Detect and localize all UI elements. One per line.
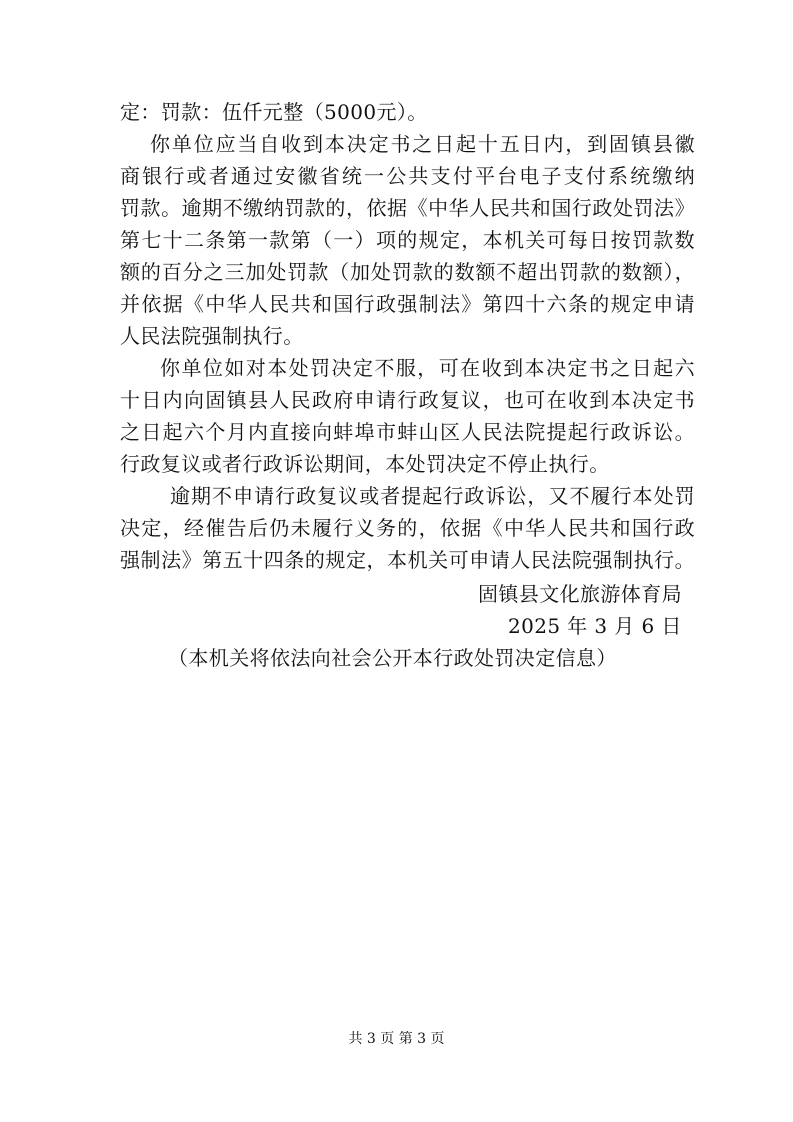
text-line-5: 第七十二条第一款第（一）项的规定，本机关可每日按罚款数 — [120, 228, 695, 252]
issue-date: 2025 年 3 月 6 日 — [508, 614, 682, 638]
text-line-15: 强制法》第五十四条的规定，本机关可申请人民法院强制执行。 — [120, 548, 695, 572]
page-footer: 共 3 页 第 3 页 — [348, 1031, 445, 1047]
text-line-10: 十日内向固镇县人民政府申请行政复议，也可在收到本决定书 — [120, 388, 695, 412]
text-line-8: 人民法院强制执行。 — [120, 324, 304, 348]
text-line-14: 决定，经催告后仍未履行义务的，依据《中华人民共和国行政 — [120, 516, 695, 540]
text-line-9: 你单位如对本处罚决定不服，可在收到本决定书之日起六 — [160, 356, 695, 380]
text-line-3: 商银行或者通过安徽省统一公共支付平台电子支付系统缴纳 — [120, 164, 695, 188]
text-line-13: 逾期不申请行政复议或者提起行政诉讼，又不履行本处罚 — [170, 484, 695, 508]
text-line-1: 定：罚款：伍仟元整（5000元）。 — [120, 100, 428, 124]
text-line-11: 之日起六个月内直接向蚌埠市蚌山区人民法院提起行政诉讼。 — [120, 420, 695, 444]
text-line-7: 并依据《中华人民共和国行政强制法》第四十六条的规定申请 — [120, 292, 695, 316]
issuer-name: 固镇县文化旅游体育局 — [478, 582, 682, 606]
text-line-12: 行政复议或者行政诉讼期间，本处罚决定不停止执行。 — [120, 452, 610, 476]
text-line-6: 额的百分之三加处罚款（加处罚款的数额不超出罚款的数额）， — [120, 260, 695, 284]
text-line-2: 你单位应当自收到本决定书之日起十五日内，到固镇县徽 — [150, 132, 695, 156]
text-line-4: 罚款。逾期不缴纳罚款的，依据《中华人民共和国行政处罚法》 — [120, 196, 695, 220]
disclosure-notice: （本机关将依法向社会公开本行政处罚决定信息） — [168, 646, 617, 670]
